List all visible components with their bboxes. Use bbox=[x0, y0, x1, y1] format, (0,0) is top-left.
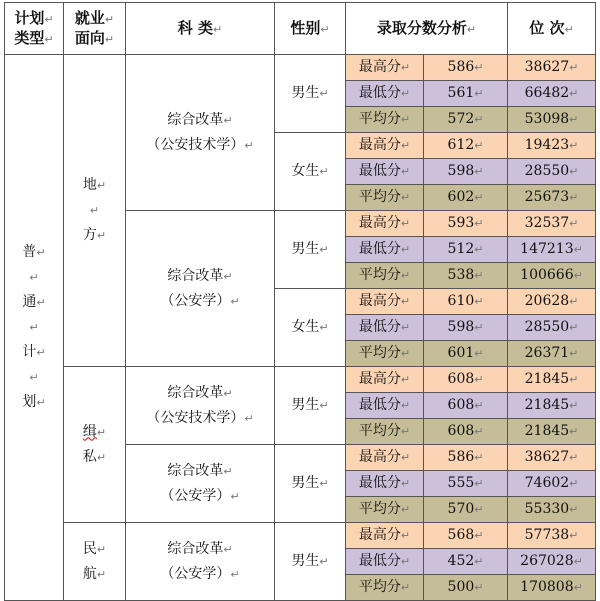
stat-label: 最高分↵ bbox=[346, 289, 424, 315]
score-value: 598↵ bbox=[424, 159, 508, 185]
rank-value: 28550↵ bbox=[508, 315, 596, 341]
return-mark: ↵ bbox=[400, 373, 411, 386]
return-mark: ↵ bbox=[474, 217, 484, 230]
score-value: 601↵ bbox=[424, 341, 508, 367]
score-value: 586↵ bbox=[424, 55, 508, 81]
stat-label: 平均分↵ bbox=[346, 107, 424, 133]
major-cell: 综合改革↵ （公安学）↵ bbox=[126, 211, 275, 367]
return-mark: ↵ bbox=[569, 347, 579, 360]
return-mark: ↵ bbox=[29, 321, 39, 334]
stat-label: 最低分↵ bbox=[346, 81, 424, 107]
return-mark: ↵ bbox=[223, 464, 233, 478]
return-mark: ↵ bbox=[223, 269, 233, 283]
return-mark: ↵ bbox=[230, 567, 240, 581]
return-mark: ↵ bbox=[96, 567, 107, 581]
return-mark: ↵ bbox=[244, 138, 254, 152]
return-mark: ↵ bbox=[400, 451, 411, 464]
return-mark: ↵ bbox=[569, 425, 579, 438]
return-mark: ↵ bbox=[400, 347, 411, 360]
stat-label: 平均分↵ bbox=[346, 341, 424, 367]
return-mark: ↵ bbox=[400, 425, 411, 438]
rank-value: 32537↵ bbox=[508, 211, 596, 237]
rank-value: 57738↵ bbox=[508, 523, 596, 549]
return-mark: ↵ bbox=[96, 450, 107, 464]
return-mark: ↵ bbox=[400, 503, 411, 516]
rank-value: 267028↵ bbox=[508, 549, 596, 575]
stat-label: 平均分↵ bbox=[346, 419, 424, 445]
return-mark: ↵ bbox=[573, 269, 583, 282]
return-mark: ↵ bbox=[223, 386, 233, 400]
direction-cell: 地↵ ↵ 方↵ bbox=[64, 55, 126, 367]
return-mark: ↵ bbox=[474, 61, 484, 74]
stat-label: 最高分↵ bbox=[346, 55, 424, 81]
return-mark: ↵ bbox=[244, 411, 254, 425]
stat-label: 最低分↵ bbox=[346, 315, 424, 341]
return-mark: ↵ bbox=[474, 113, 484, 126]
return-mark: ↵ bbox=[474, 321, 484, 334]
return-mark: ↵ bbox=[474, 529, 484, 542]
return-mark: ↵ bbox=[569, 139, 579, 152]
admission-score-table bbox=[4, 2, 596, 601]
table-header-row bbox=[5, 3, 596, 55]
return-mark: ↵ bbox=[474, 477, 484, 490]
return-mark: ↵ bbox=[474, 581, 484, 594]
return-mark: ↵ bbox=[319, 87, 329, 100]
header-major: 科 类↵ bbox=[126, 3, 275, 55]
return-mark: ↵ bbox=[474, 347, 484, 360]
stat-label: 平均分↵ bbox=[346, 263, 424, 289]
gender-cell: 女生↵ bbox=[275, 133, 346, 211]
return-mark: ↵ bbox=[223, 542, 233, 556]
header-plan-type: 计划↵ 类型↵ bbox=[5, 3, 64, 55]
rank-value: 25673↵ bbox=[508, 185, 596, 211]
return-mark: ↵ bbox=[474, 425, 484, 438]
return-mark: ↵ bbox=[230, 294, 240, 308]
return-mark: ↵ bbox=[400, 217, 411, 230]
score-value: 593↵ bbox=[424, 211, 508, 237]
return-mark: ↵ bbox=[569, 399, 579, 412]
return-mark: ↵ bbox=[474, 87, 484, 100]
stat-label: 最高分↵ bbox=[346, 133, 424, 159]
stat-label: 平均分↵ bbox=[346, 575, 424, 601]
rank-value: 55330↵ bbox=[508, 497, 596, 523]
return-mark: ↵ bbox=[569, 165, 579, 178]
return-mark: ↵ bbox=[569, 191, 579, 204]
stat-label: 最高分↵ bbox=[346, 445, 424, 471]
gender-cell: 男生↵ bbox=[275, 523, 346, 601]
stat-label: 平均分↵ bbox=[346, 497, 424, 523]
header-direction: 就业↵ 面向↵ bbox=[64, 3, 126, 55]
major-cell: 综合改革↵ （公安学）↵ bbox=[126, 445, 275, 523]
stat-label: 最低分↵ bbox=[346, 549, 424, 575]
return-mark: ↵ bbox=[569, 295, 579, 308]
major-cell: 综合改革↵ （公安学）↵ bbox=[126, 523, 275, 601]
rank-value: 100666↵ bbox=[508, 263, 596, 289]
score-value: 570↵ bbox=[424, 497, 508, 523]
gender-cell: 男生↵ bbox=[275, 211, 346, 289]
rank-value: 53098↵ bbox=[508, 107, 596, 133]
stat-label: 平均分↵ bbox=[346, 185, 424, 211]
table-row bbox=[5, 367, 596, 393]
score-value: 512↵ bbox=[424, 237, 508, 263]
return-mark: ↵ bbox=[319, 555, 329, 568]
score-value: 608↵ bbox=[424, 419, 508, 445]
rank-value: 21845↵ bbox=[508, 367, 596, 393]
return-mark: ↵ bbox=[400, 269, 411, 282]
rank-value: 38627↵ bbox=[508, 55, 596, 81]
return-mark: ↵ bbox=[400, 295, 411, 308]
score-value: 608↵ bbox=[424, 367, 508, 393]
return-mark: ↵ bbox=[96, 542, 107, 556]
return-mark: ↵ bbox=[400, 191, 411, 204]
rank-value: 38627↵ bbox=[508, 445, 596, 471]
return-mark: ↵ bbox=[96, 425, 107, 439]
stat-label: 最高分↵ bbox=[346, 367, 424, 393]
rank-value: 170808↵ bbox=[508, 575, 596, 601]
stat-label: 最低分↵ bbox=[346, 471, 424, 497]
return-mark: ↵ bbox=[474, 191, 484, 204]
gender-cell: 女生↵ bbox=[275, 289, 346, 367]
return-mark: ↵ bbox=[400, 139, 411, 152]
rank-value: 28550↵ bbox=[508, 159, 596, 185]
return-mark: ↵ bbox=[36, 346, 46, 359]
gender-cell: 男生↵ bbox=[275, 55, 346, 133]
rank-value: 21845↵ bbox=[508, 393, 596, 419]
return-mark: ↵ bbox=[474, 295, 484, 308]
rank-value: 26371↵ bbox=[508, 341, 596, 367]
direction-cell: 民↵ 航↵ bbox=[64, 523, 126, 601]
return-mark: ↵ bbox=[474, 139, 484, 152]
stat-label: 最低分↵ bbox=[346, 159, 424, 185]
stat-label: 最低分↵ bbox=[346, 237, 424, 263]
return-mark: ↵ bbox=[400, 321, 411, 334]
return-mark: ↵ bbox=[569, 503, 579, 516]
header-analysis: 录取分数分析↵ bbox=[346, 3, 508, 55]
score-value: 610↵ bbox=[424, 289, 508, 315]
return-mark: ↵ bbox=[474, 555, 484, 568]
return-mark: ↵ bbox=[400, 113, 411, 126]
rank-value: 74602↵ bbox=[508, 471, 596, 497]
stat-label: 最高分↵ bbox=[346, 523, 424, 549]
return-mark: ↵ bbox=[400, 581, 411, 594]
score-value: 561↵ bbox=[424, 81, 508, 107]
return-mark: ↵ bbox=[400, 61, 411, 74]
stat-label: 最高分↵ bbox=[346, 211, 424, 237]
table-row bbox=[5, 523, 596, 549]
return-mark: ↵ bbox=[569, 529, 579, 542]
return-mark: ↵ bbox=[474, 399, 484, 412]
table-row bbox=[5, 55, 596, 81]
major-cell: 综合改革↵ （公安技术学）↵ bbox=[126, 55, 275, 211]
score-value: 612↵ bbox=[424, 133, 508, 159]
plan-type-cell: 普↵ ↵ 通↵ ↵ 计↵ ↵ 划↵ bbox=[5, 55, 64, 601]
return-mark: ↵ bbox=[474, 373, 484, 386]
return-mark: ↵ bbox=[36, 296, 46, 309]
return-mark: ↵ bbox=[400, 529, 411, 542]
return-mark: ↵ bbox=[569, 87, 579, 100]
score-value: 608↵ bbox=[424, 393, 508, 419]
return-mark: ↵ bbox=[569, 217, 579, 230]
return-mark: ↵ bbox=[319, 399, 329, 412]
return-mark: ↵ bbox=[400, 399, 411, 412]
return-mark: ↵ bbox=[319, 477, 329, 490]
score-value: 572↵ bbox=[424, 107, 508, 133]
rank-value: 19423↵ bbox=[508, 133, 596, 159]
return-mark: ↵ bbox=[223, 113, 233, 127]
return-mark: ↵ bbox=[29, 271, 39, 284]
rank-value: 20628↵ bbox=[508, 289, 596, 315]
return-mark: ↵ bbox=[96, 229, 107, 242]
score-value: 500↵ bbox=[424, 575, 508, 601]
return-mark: ↵ bbox=[474, 269, 484, 282]
header-rank: 位 次↵ bbox=[508, 3, 596, 55]
score-value: 452↵ bbox=[424, 549, 508, 575]
return-mark: ↵ bbox=[573, 555, 583, 568]
rank-value: 147213↵ bbox=[508, 237, 596, 263]
direction-cell: 缉↵ 私↵ bbox=[64, 367, 126, 523]
return-mark: ↵ bbox=[400, 165, 411, 178]
return-mark: ↵ bbox=[89, 204, 100, 217]
score-value: 586↵ bbox=[424, 445, 508, 471]
header-gender: 性别↵ bbox=[275, 3, 346, 55]
return-mark: ↵ bbox=[29, 371, 39, 384]
gender-cell: 男生↵ bbox=[275, 445, 346, 523]
return-mark: ↵ bbox=[573, 581, 583, 594]
rank-value: 21845↵ bbox=[508, 419, 596, 445]
rank-value: 66482↵ bbox=[508, 81, 596, 107]
stat-label: 最低分↵ bbox=[346, 393, 424, 419]
return-mark: ↵ bbox=[474, 503, 484, 516]
return-mark: ↵ bbox=[36, 246, 46, 259]
return-mark: ↵ bbox=[319, 321, 329, 334]
score-value: 538↵ bbox=[424, 263, 508, 289]
return-mark: ↵ bbox=[569, 451, 579, 464]
return-mark: ↵ bbox=[474, 243, 484, 256]
return-mark: ↵ bbox=[569, 113, 579, 126]
return-mark: ↵ bbox=[36, 396, 46, 409]
return-mark: ↵ bbox=[569, 61, 579, 74]
return-mark: ↵ bbox=[96, 179, 107, 192]
return-mark: ↵ bbox=[400, 243, 411, 256]
return-mark: ↵ bbox=[569, 477, 579, 490]
gender-cell: 男生↵ bbox=[275, 367, 346, 445]
return-mark: ↵ bbox=[474, 451, 484, 464]
return-mark: ↵ bbox=[573, 243, 583, 256]
return-mark: ↵ bbox=[474, 165, 484, 178]
return-mark: ↵ bbox=[400, 477, 411, 490]
return-mark: ↵ bbox=[569, 373, 579, 386]
score-value: 555↵ bbox=[424, 471, 508, 497]
return-mark: ↵ bbox=[569, 321, 579, 334]
score-value: 602↵ bbox=[424, 185, 508, 211]
return-mark: ↵ bbox=[319, 165, 329, 178]
return-mark: ↵ bbox=[319, 243, 329, 256]
return-mark: ↵ bbox=[230, 489, 240, 503]
return-mark: ↵ bbox=[400, 87, 411, 100]
score-value: 598↵ bbox=[424, 315, 508, 341]
major-cell: 综合改革↵ （公安技术学）↵ bbox=[126, 367, 275, 445]
return-mark: ↵ bbox=[400, 555, 411, 568]
score-value: 568↵ bbox=[424, 523, 508, 549]
